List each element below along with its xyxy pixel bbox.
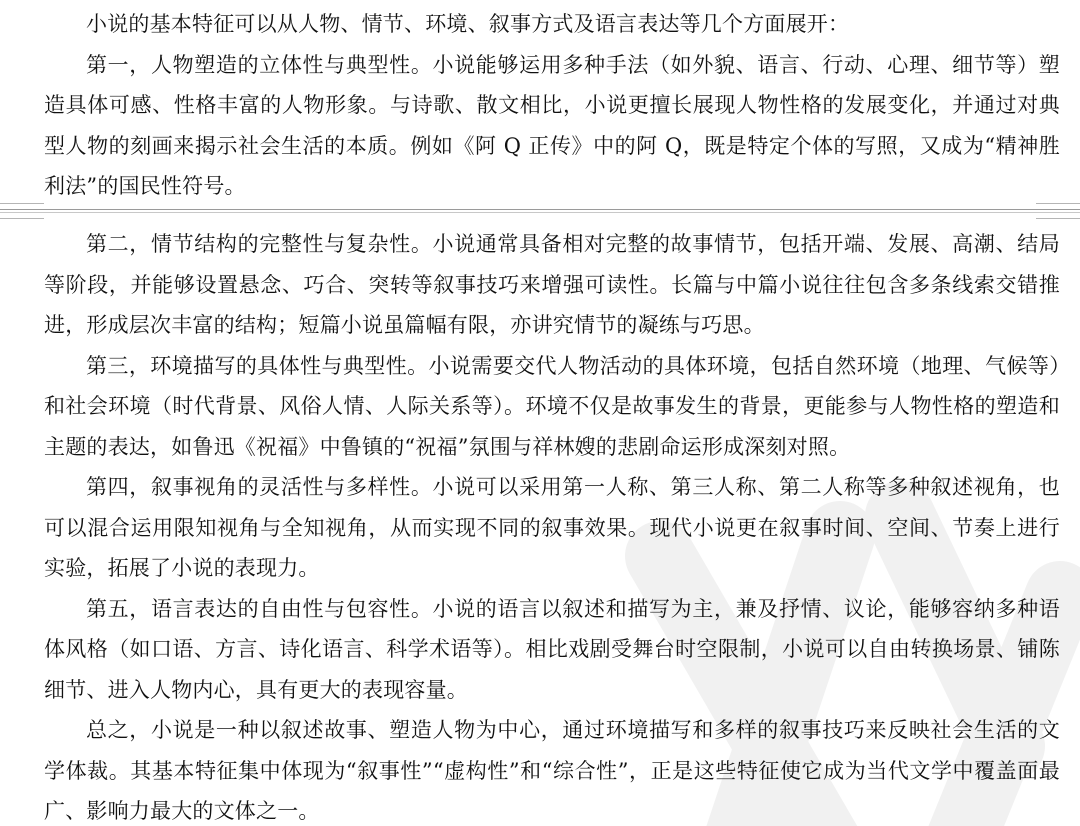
paragraph-3: 第三，环境描写的具体性与典型性。小说需要交代人物活动的具体环境，包括自然环境（地理、气候等）和社会环境（时代背景、风俗人情、人际关系等）。环境不仅是故事发生的背景，更能参与人物性格的塑造和主题的表达，如鲁迅《祝福》中鲁镇的“祝福”氛围与祥林嫂的悲剧命运形成深刻对照。 bbox=[44, 353, 1060, 459]
paragraph-2: 第二，情节结构的完整性与复杂性。小说通常具备相对完整的故事情节，包括开端、发展、高潮、结局等阶段，并能够设置悬念、巧合、突转等叙事技巧来增强可读性。长篇与中篇小说往往包含多条线索交错推进，形成层次丰富的结构；短篇小说虽篇幅有限，亦讲究情节的凝练与巧思。 bbox=[44, 232, 1060, 337]
page-break-line-secondary bbox=[0, 212, 1080, 213]
page-one-text bbox=[44, 4, 1060, 207]
paragraph-6: 总之，小说是一种以叙述故事、塑造人物为中心，通过环境描写和多样的叙事技巧来反映社会生活的文学体裁。其基本特征集中体现为“叙事性”“虚构性”和“综合性”，正是这些特征使它成为当代文学中覆盖面最广、影响力最大的文体之一。 bbox=[44, 718, 1060, 823]
page-two-text bbox=[44, 224, 1060, 826]
page-break bbox=[0, 200, 1080, 222]
intro-paragraph: 小说的基本特征可以从人物、情节、环境、叙事方式及语言表达等几个方面展开： bbox=[86, 12, 850, 36]
page-corner-mark-right bbox=[1036, 203, 1080, 219]
paragraph-1: 第一，人物塑造的立体性与典型性。小说能够运用多种手法（如外貌、语言、行动、心理、细节等）塑造具体可感、性格丰富的人物形象。与诗歌、散文相比，小说更擅长展现人物性格的发展变化，并通过对典型人物的刻画来揭示社会生活的本质。例如《阿 Q 正传》中的阿 Q，既是特定个体的写照，又成为“精神胜利法”的国民性符号。 bbox=[44, 52, 1060, 198]
page-corner-mark-left bbox=[0, 203, 44, 219]
paragraph-4: 第四，叙事视角的灵活性与多样性。小说可以采用第一人称、第三人称、第二人称等多种叙述视角，也可以混合运用限知视角与全知视角，从而实现不同的叙事效果。现代小说更在叙事时间、空间、节奏上进行实验，拓展了小说的表现力。 bbox=[44, 475, 1060, 580]
paragraph-5: 第五，语言表达的自由性与包容性。小说的语言以叙述和描写为主，兼及抒情、议论，能够容纳多种语体风格（如口语、方言、诗化语言、科学术语等）。相比戏剧受舞台时空限制，小说可以自由转换场景、铺陈细节、进入人物内心，具有更大的表现容量。 bbox=[44, 596, 1060, 702]
page-break-line bbox=[0, 209, 1080, 210]
